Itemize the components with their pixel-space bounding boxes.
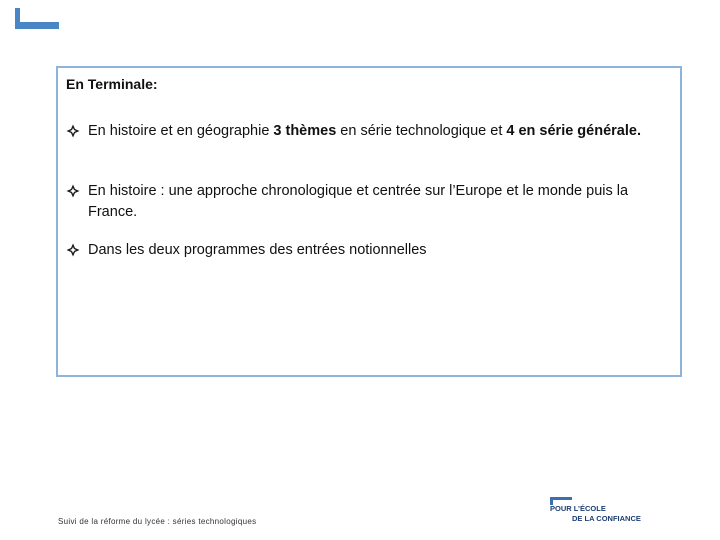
bullet-text: Dans les deux programmes des entrées notionnelles bbox=[88, 242, 427, 258]
bullet-emphasis: 4 en série générale. bbox=[506, 123, 641, 139]
footer-caption: Suivi de la réforme du lycée : séries technologiques bbox=[58, 517, 257, 526]
content-box bbox=[56, 66, 682, 377]
bullet-text: En histoire et en géographie bbox=[88, 123, 274, 139]
bullet-item bbox=[66, 181, 670, 223]
bullet-emphasis: 3 thèmes bbox=[273, 123, 337, 139]
corner-bracket-icon bbox=[15, 8, 59, 22]
diamond-bullet-icon bbox=[66, 184, 80, 198]
logo-line-1: POUR L’ÉCOLE bbox=[550, 504, 606, 513]
diamond-bullet-icon bbox=[66, 243, 80, 257]
bullet-list bbox=[66, 121, 670, 261]
bullet-item bbox=[66, 240, 670, 261]
bullet-text: en série technologique et bbox=[336, 123, 507, 139]
logo-bar bbox=[550, 497, 572, 500]
logo-line-2: DE LA CONFIANCE bbox=[572, 514, 641, 523]
bullet-text: En histoire : une approche chronologique et centrée sur l’Europe et le monde puis la France. bbox=[88, 183, 629, 220]
ministry-logo bbox=[548, 497, 648, 527]
diamond-bullet-icon bbox=[66, 124, 80, 138]
bullet-item bbox=[66, 121, 670, 142]
section-heading: En Terminale: bbox=[66, 76, 158, 92]
